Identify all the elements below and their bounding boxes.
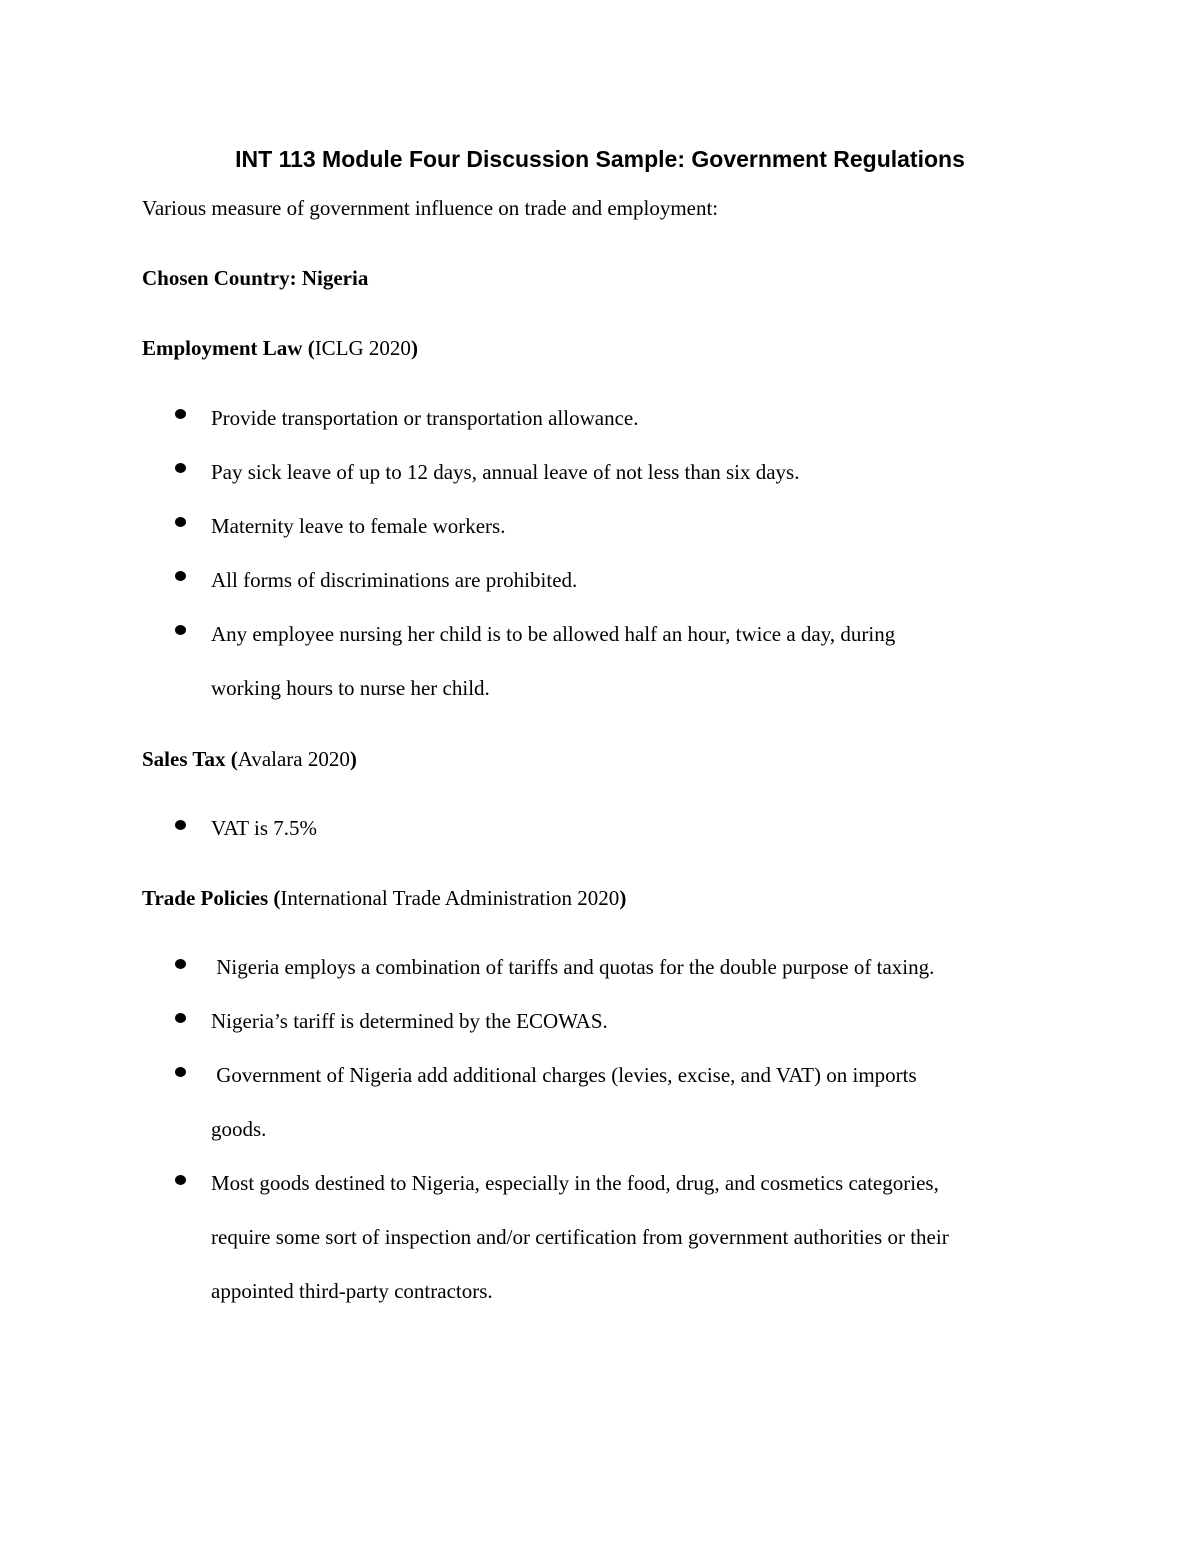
bullet-dot [175,820,186,830]
bullet-dot [175,409,186,419]
trade-item: Nigeria’s tariff is determined by the ECOWAS. [211,1009,608,1033]
employment-item-continuation: working hours to nurse her child. [211,676,490,700]
bullet-dot [175,1067,186,1077]
bullet-dot [175,1013,186,1023]
trade-policies-heading [142,883,626,913]
bullet-dot [175,625,186,635]
employment-item: Maternity leave to female workers. [211,514,506,538]
employment-law-title: Employment Law [142,336,303,360]
close-paren: ) [410,336,418,360]
employment-law-heading [142,333,418,363]
open-paren: ( [307,336,315,360]
employment-item: Pay sick leave of up to 12 days, annual leave of not less than six days. [211,460,800,484]
bullet-dot [175,517,186,527]
trade-item: Government of Nigeria add additional charges (levies, excise, and VAT) on imports [211,1063,917,1087]
bullet-dot [175,1175,186,1185]
sales-tax-source: Avalara 2020 [237,747,350,771]
employment-law-source: ICLG 2020 [314,336,411,360]
trade-item: Nigeria employs a combination of tariffs and quotas for the double purpose of taxing. [211,955,935,979]
sales-tax-title: Sales Tax [142,747,226,771]
intro-text: Various measure of government influence on trade and employment: [142,196,719,220]
bullet-dot [175,959,186,969]
employment-item: Any employee nursing her child is to be allowed half an hour, twice a day, during [211,622,896,646]
sales-tax-heading [142,744,357,774]
employment-item: Provide transportation or transportation allowance. [211,406,639,430]
sales-tax-item: VAT is 7.5% [211,816,317,840]
bullet-dot [175,571,186,581]
trade-item: Most goods destined to Nigeria, especially in the food, drug, and cosmetics categories, [211,1171,939,1195]
trade-item-continuation: require some sort of inspection and/or certification from government authorities or their [211,1225,949,1249]
trade-item-continuation: appointed third-party contractors. [211,1279,493,1303]
employment-item: All forms of discriminations are prohibited. [211,568,578,592]
open-paren: ( [273,886,281,910]
open-paren: ( [230,747,238,771]
chosen-country-label: Chosen Country: Nigeria [142,266,369,290]
document-title: INT 113 Module Four Discussion Sample: Government Regulations [235,146,965,172]
trade-policies-title: Trade Policies [142,886,269,910]
bullet-dot [175,463,186,473]
trade-policies-source: International Trade Administration 2020 [280,886,620,910]
chosen-country-heading [142,263,368,293]
close-paren: ) [619,886,627,910]
trade-item-continuation: goods. [211,1117,267,1141]
close-paren: ) [349,747,357,771]
